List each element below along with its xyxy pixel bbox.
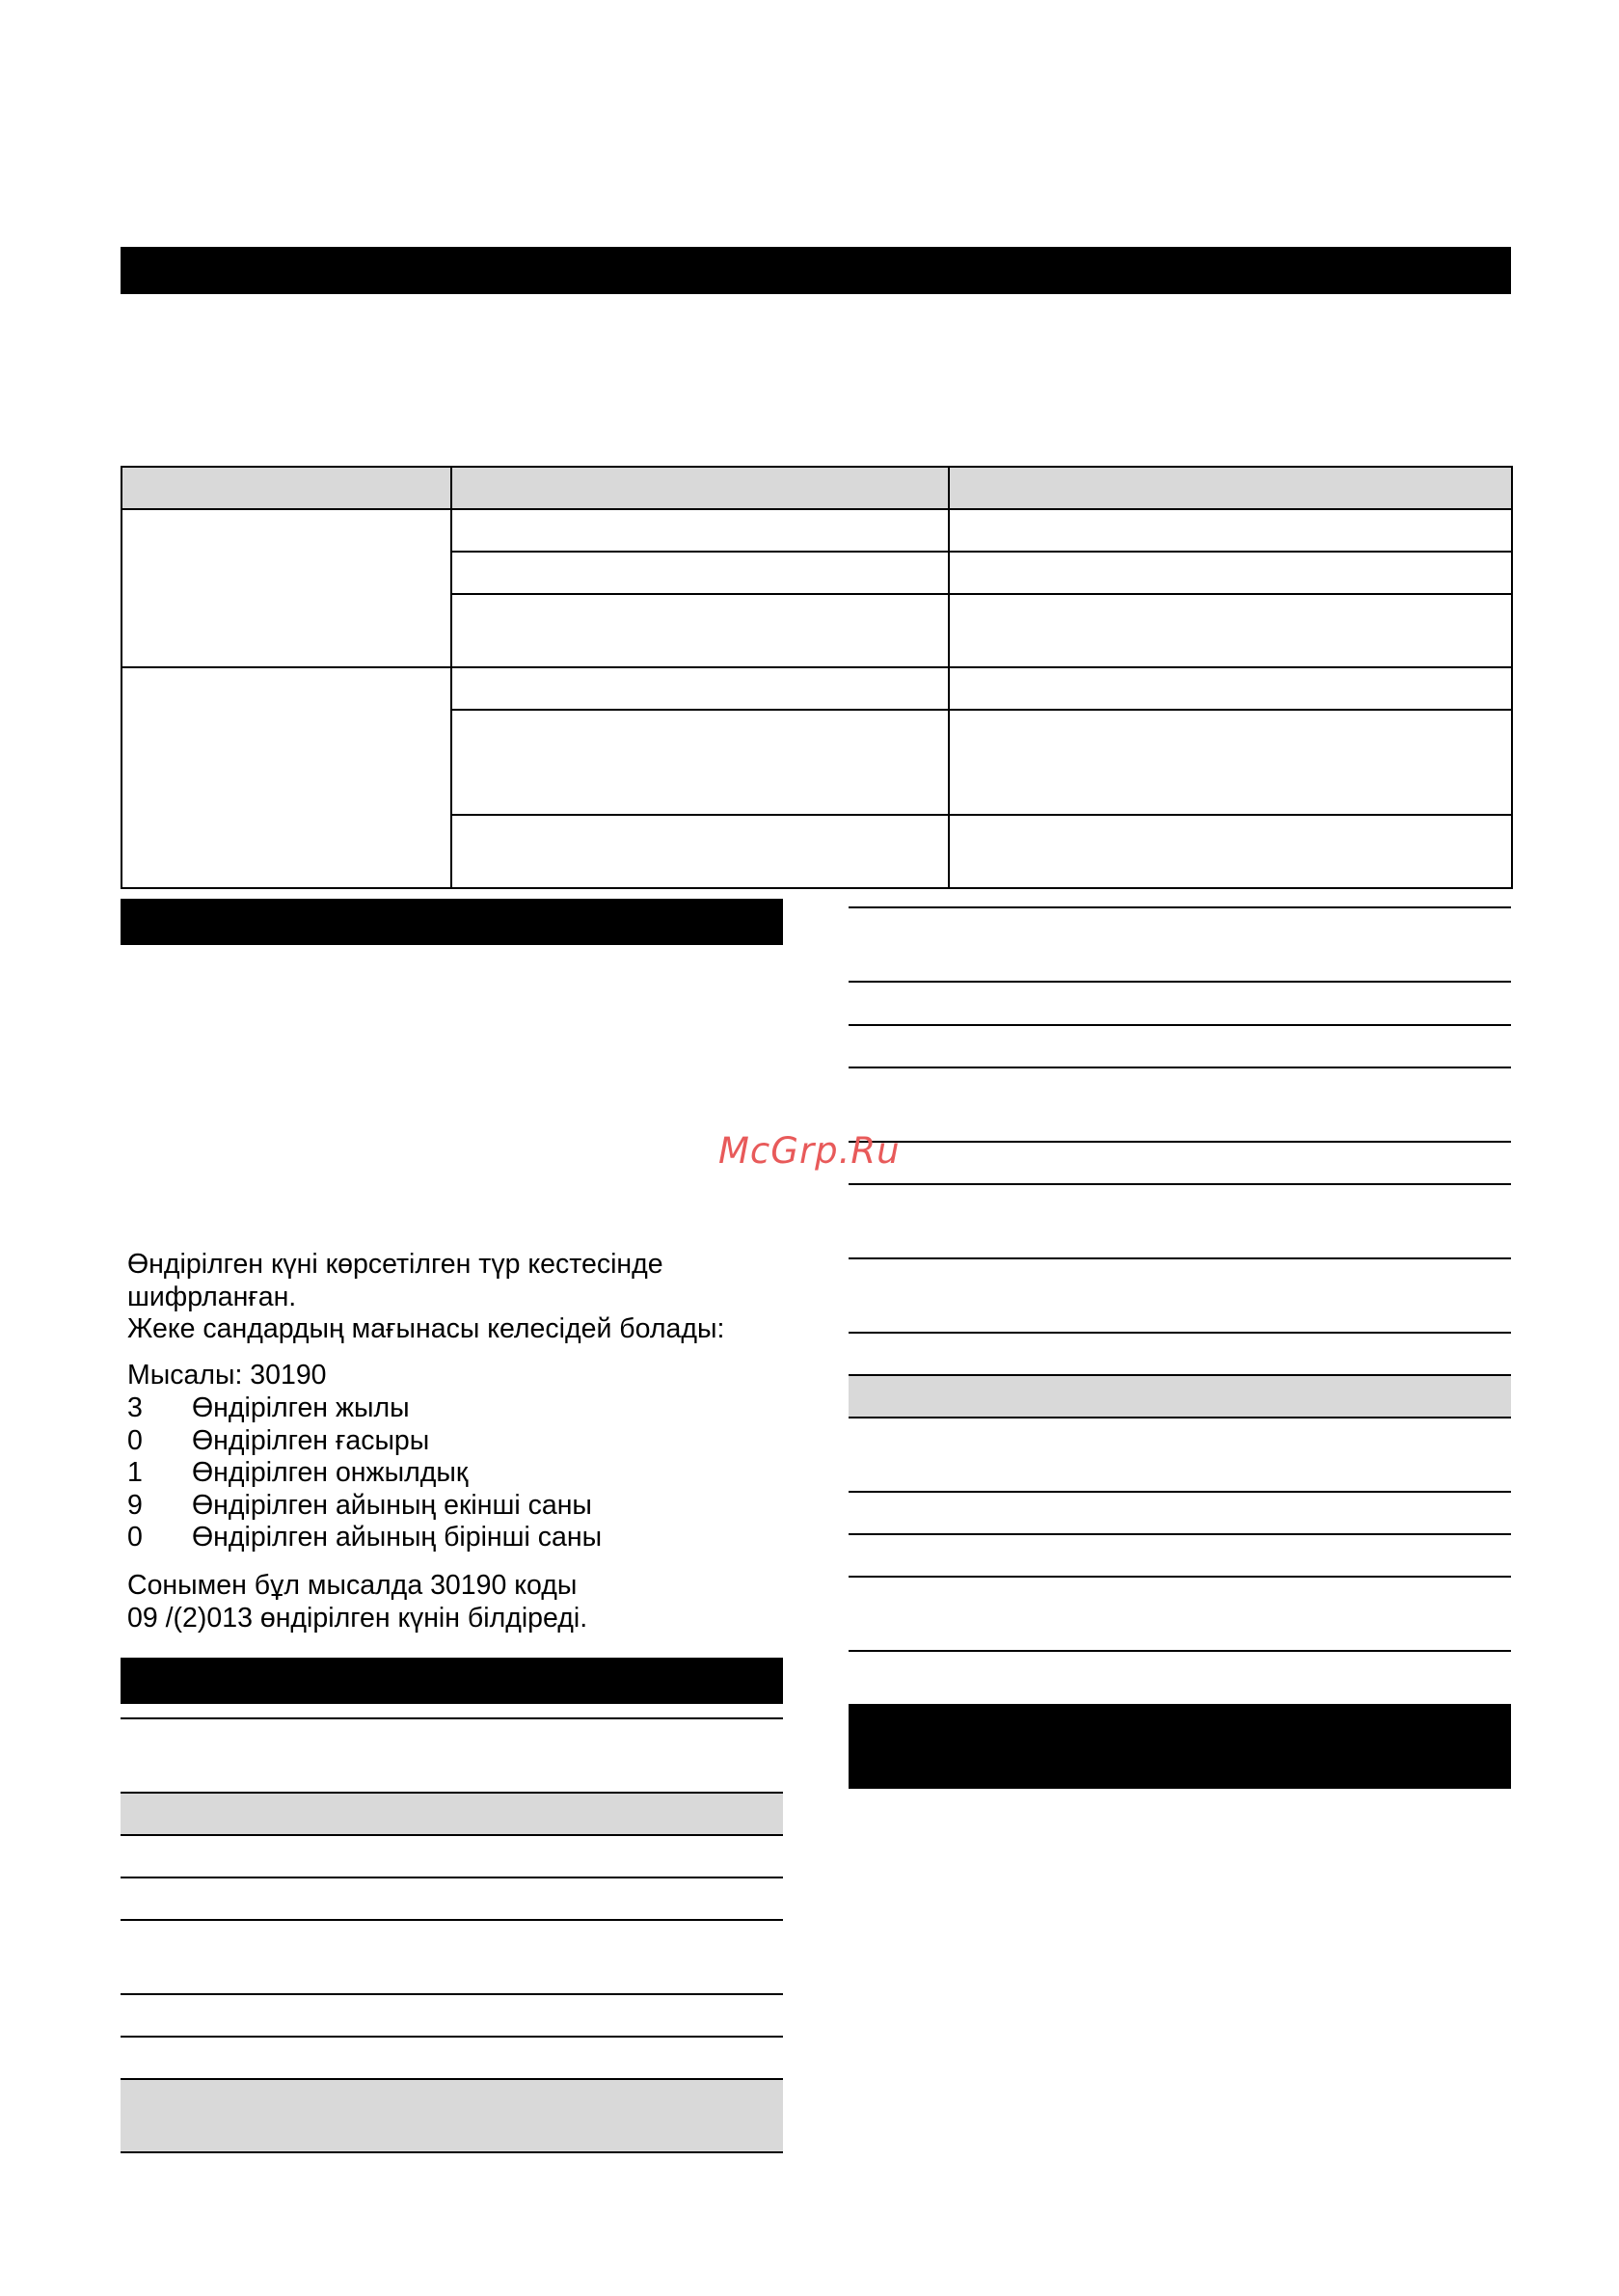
digit: 0 bbox=[127, 1424, 143, 1456]
digit: 1 bbox=[127, 1457, 143, 1488]
example-summary bbox=[127, 1570, 587, 1634]
left-lower-header-bar bbox=[121, 1658, 783, 1704]
intro-line: Өндірілген күні көрсетілген түр кестесінде bbox=[127, 1249, 663, 1280]
section-header-bar bbox=[121, 247, 1511, 294]
watermark-text: McGrp.Ru bbox=[718, 1130, 901, 1172]
digit-meaning: Өндірілген онжылдық bbox=[192, 1457, 469, 1488]
rule-line bbox=[849, 1374, 1511, 1376]
rule-line bbox=[121, 1877, 783, 1878]
rule-line bbox=[121, 1834, 783, 1836]
rule-line bbox=[849, 1067, 1511, 1068]
left-section-header-bar bbox=[121, 899, 783, 945]
digit: 3 bbox=[127, 1392, 143, 1423]
rule-line bbox=[121, 2078, 783, 2080]
shaded-row bbox=[121, 2080, 783, 2151]
digit-row bbox=[127, 1522, 602, 1554]
rule-line bbox=[121, 1993, 783, 1995]
rule-line bbox=[121, 2036, 783, 2038]
rule-line bbox=[121, 1792, 783, 1794]
digit-meaning: Өндірілген айының екінші саны bbox=[192, 1489, 592, 1521]
digit-row bbox=[127, 1425, 602, 1458]
rule-line bbox=[849, 1491, 1511, 1493]
spec-table bbox=[121, 466, 1513, 889]
digit: 9 bbox=[127, 1489, 143, 1521]
digit-meaning: Өндірілген жылы bbox=[192, 1392, 410, 1423]
table-row bbox=[121, 509, 1512, 552]
summary-line: 09 /(2)013 өндірілген күнін білдіреді. bbox=[127, 1602, 588, 1634]
rule-line bbox=[849, 1576, 1511, 1578]
rule-line bbox=[849, 1417, 1511, 1418]
digit-row bbox=[127, 1392, 602, 1425]
rule-line bbox=[849, 1332, 1511, 1334]
digit-meaning: Өндірілген айының бірінші саны bbox=[192, 1522, 603, 1553]
right-section-header-bar bbox=[849, 1704, 1511, 1789]
rule-line bbox=[121, 1717, 783, 1719]
intro-line: шифрланған. bbox=[127, 1281, 297, 1312]
rule-line bbox=[849, 1650, 1511, 1652]
digit-row bbox=[127, 1457, 602, 1490]
production-date-intro bbox=[127, 1249, 724, 1346]
digit-meaning-list bbox=[127, 1392, 602, 1554]
rule-line bbox=[849, 906, 1511, 908]
intro-line: Жеке сандардың мағынасы келесідей болады: bbox=[127, 1313, 725, 1344]
table-header-row bbox=[121, 467, 1512, 509]
example-text: Мысалы: 30190 bbox=[127, 1360, 327, 1391]
digit-row bbox=[127, 1490, 602, 1523]
shaded-row bbox=[121, 1794, 783, 1834]
example-label bbox=[127, 1360, 327, 1392]
rule-line bbox=[849, 1257, 1511, 1259]
rule-line bbox=[121, 2151, 783, 2153]
rule-line bbox=[849, 1141, 1511, 1143]
table-group-cell bbox=[121, 667, 451, 888]
rule-line bbox=[121, 1919, 783, 1921]
rule-line bbox=[849, 1533, 1511, 1535]
table-group-cell bbox=[121, 509, 451, 667]
shaded-row bbox=[849, 1376, 1511, 1417]
digit-meaning: Өндірілген ғасыры bbox=[192, 1424, 430, 1456]
summary-line: Сонымен бұл мысалда 30190 коды bbox=[127, 1570, 578, 1601]
digit: 0 bbox=[127, 1522, 143, 1553]
rule-line bbox=[849, 1183, 1511, 1185]
table-row bbox=[121, 667, 1512, 710]
rule-line bbox=[849, 981, 1511, 983]
rule-line bbox=[849, 1024, 1511, 1026]
